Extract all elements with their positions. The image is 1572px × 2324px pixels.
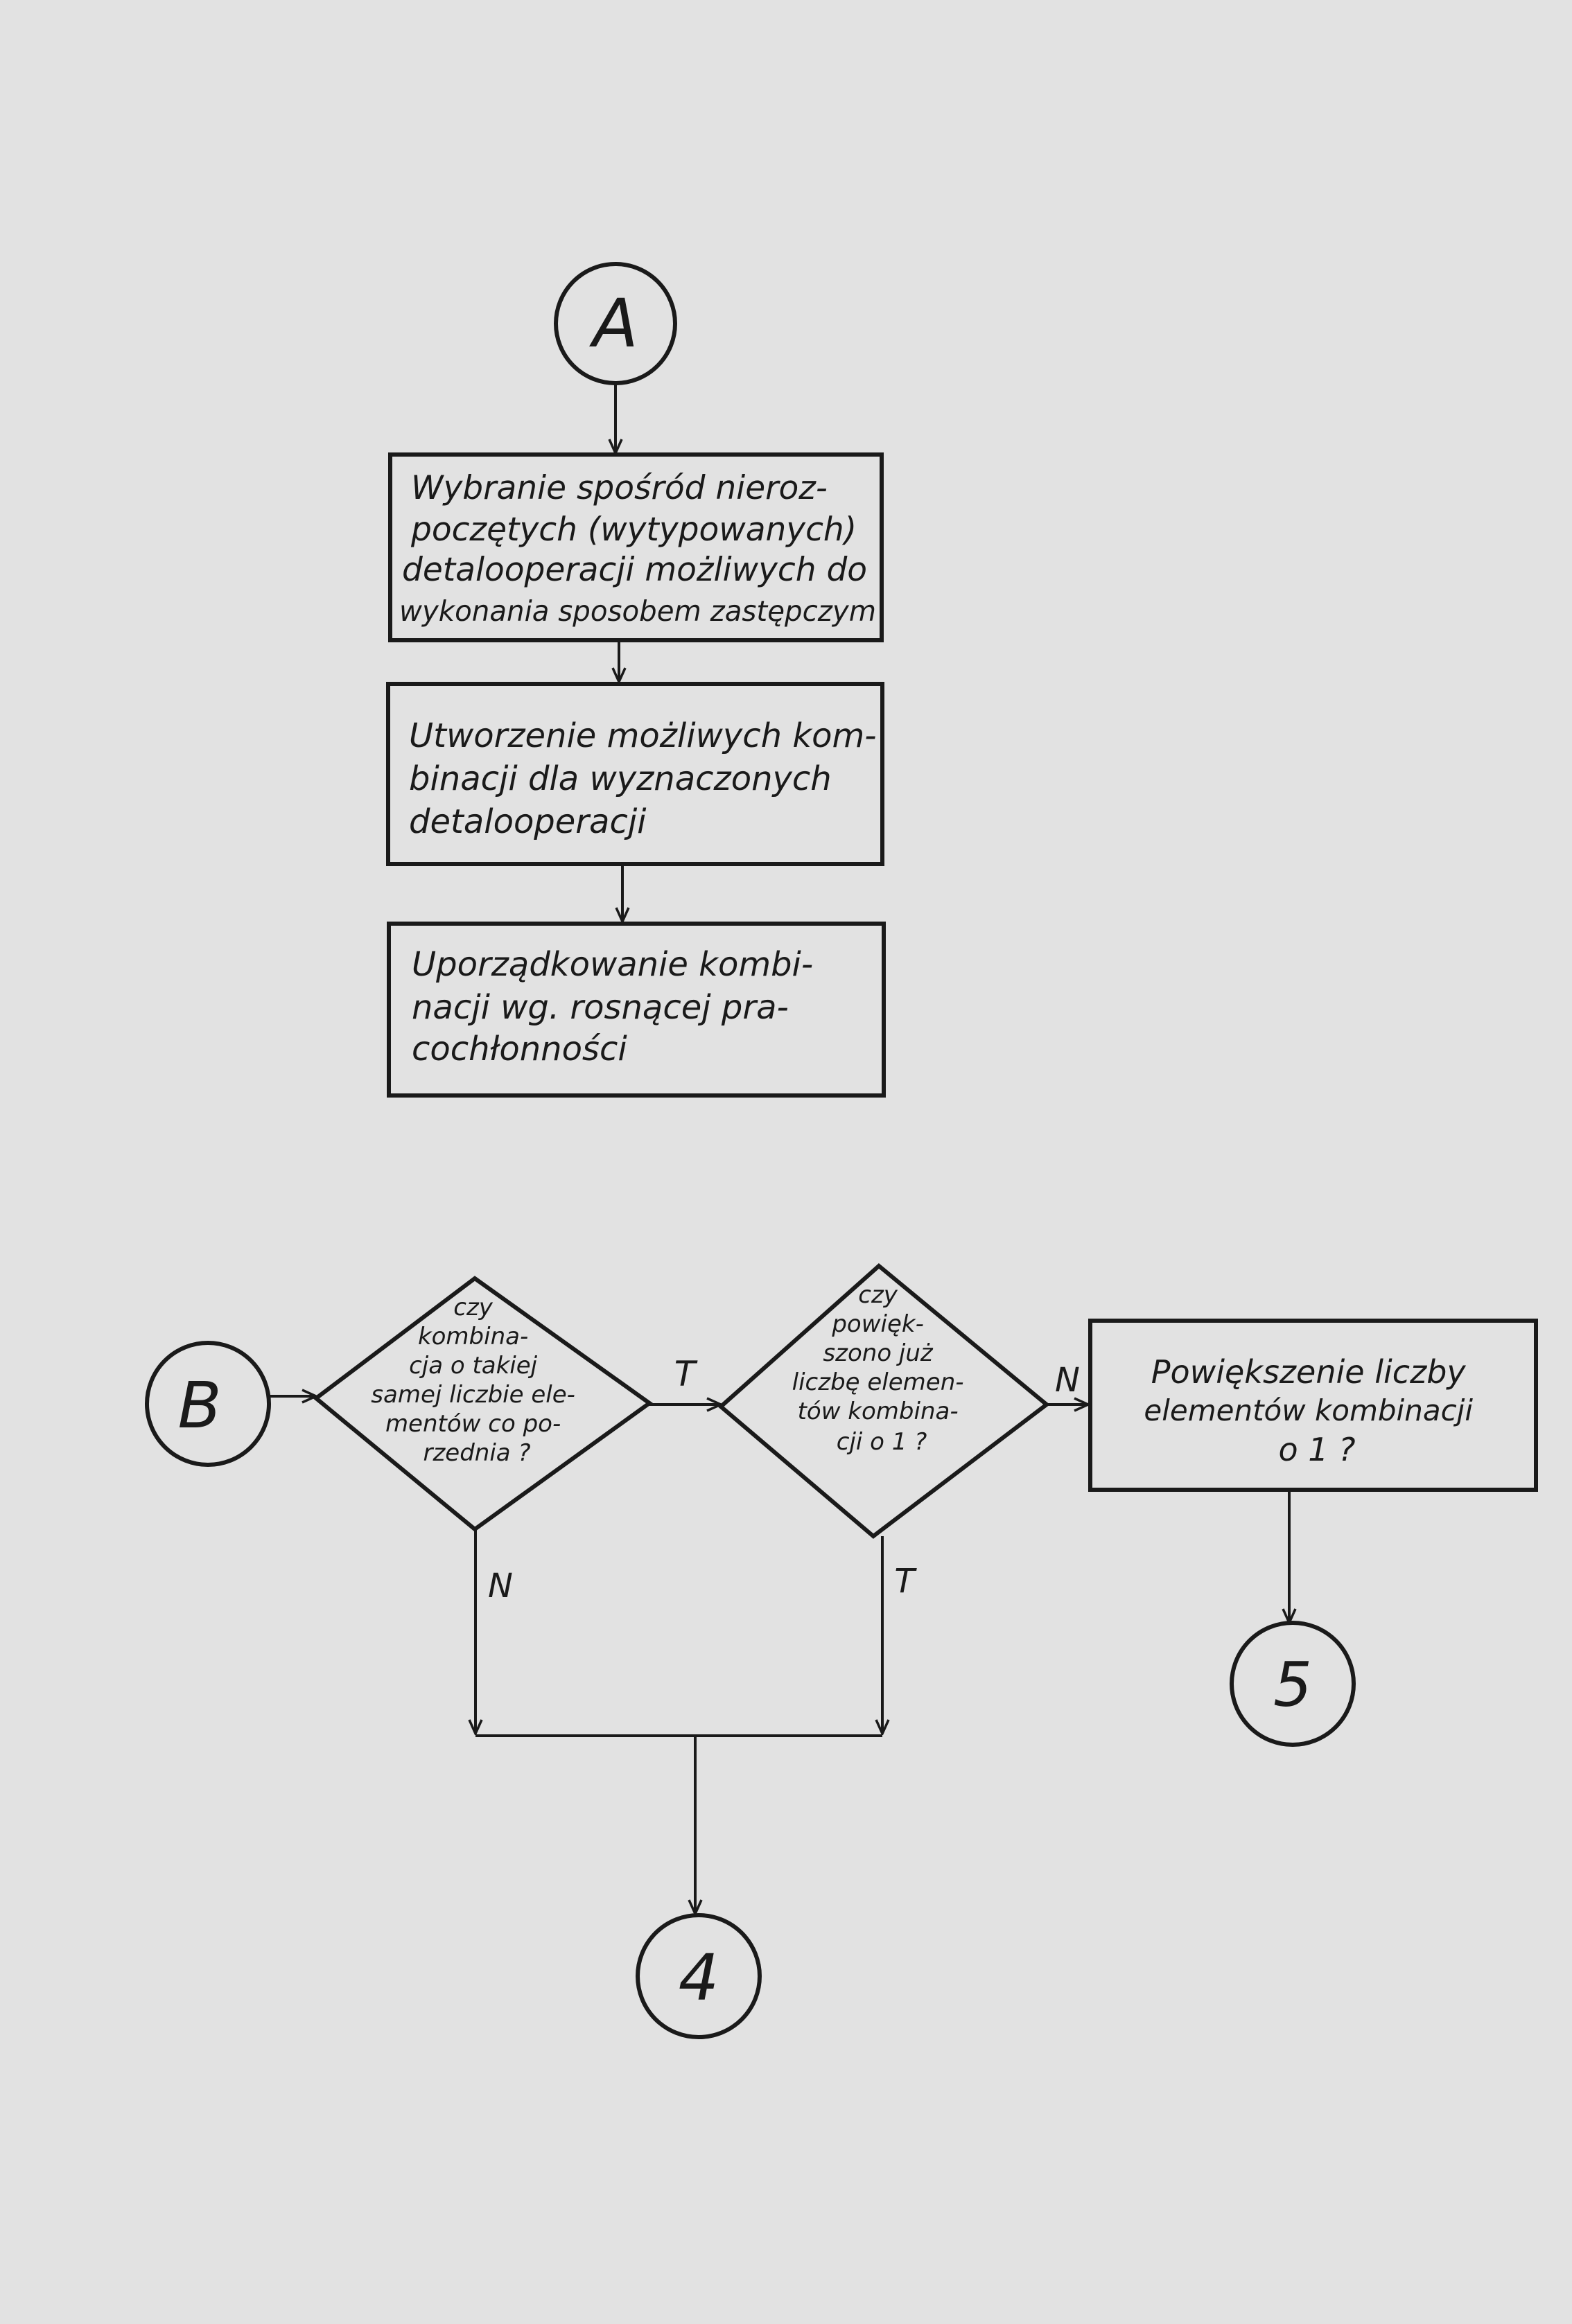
process-box-increase-line: elementów kombinacji [1144,1393,1474,1427]
connector-b [147,1343,269,1465]
process-box-increase-line: o 1 ? [1278,1431,1356,1468]
decision-same-count-text [371,1294,582,1467]
decision-same-count-line: mentów co po- [385,1410,561,1438]
decision-increased-line: tów kombina- [797,1398,959,1425]
process-box-select-text [399,469,877,628]
process-box-order [389,924,884,1095]
decision-increased [721,1266,1047,1536]
decision-increased-line: liczbę elemen- [792,1368,964,1396]
decision-increased-line: cji o 1 ? [836,1428,927,1456]
process-box-order-line: nacji wg. rosnącej pra- [412,988,789,1027]
decision-same-count-line: rzednia ? [423,1439,531,1467]
connector-5-label: 5 [1273,1649,1312,1720]
decision-increased-line: powięk- [832,1310,924,1338]
process-box-order-line: cochłonności [412,1030,627,1068]
process-box-select-line: poczętych (wytypowanych) [411,511,857,549]
decision-2-no-label: N [1055,1361,1080,1400]
connector-b-label: B [177,1368,222,1443]
process-box-select [390,455,882,640]
connector-4 [638,1915,760,2037]
decision-2-yes-label: T [894,1562,915,1601]
connector-a [556,264,675,383]
process-box-increase-line: Powiększenie liczby [1151,1353,1466,1391]
decision-increased-text [792,1281,972,1456]
process-box-create-line: detalooperacji [409,802,647,841]
decision-increased-line: czy [858,1281,898,1309]
process-box-create [388,684,887,864]
connector-4-label: 4 [678,1941,719,2015]
decision-same-count-line: samej liczbie ele- [371,1381,575,1409]
process-box-select-line: wykonania sposobem zastępczym [399,595,876,628]
decision-same-count-line: cja o takiej [409,1352,538,1380]
decision-1-yes-label: T [674,1354,696,1394]
decision-same-count [316,1278,649,1529]
process-box-create-line: binacji dla wyznaczonych [409,759,832,798]
decision-increased-line: szono już [823,1339,933,1367]
decision-1-no-label: N [488,1567,513,1605]
process-box-increase-text [1144,1353,1483,1468]
process-box-create-line: Utworzenie możliwych kom- [409,716,877,755]
connector-5 [1232,1623,1354,1745]
decision-same-count-line: czy [453,1294,493,1321]
process-box-select-line: detalooperacji możliwych do [402,551,868,589]
process-box-select-line: Wybranie spośród nieroz- [411,469,828,507]
process-box-create-text [409,716,887,841]
process-box-order-text [412,945,823,1068]
decision-same-count-line: kombina- [417,1323,529,1350]
process-box-increase [1090,1321,1536,1490]
process-box-order-line: Uporządkowanie kombi- [412,945,814,984]
connector-a-label: A [593,285,638,362]
